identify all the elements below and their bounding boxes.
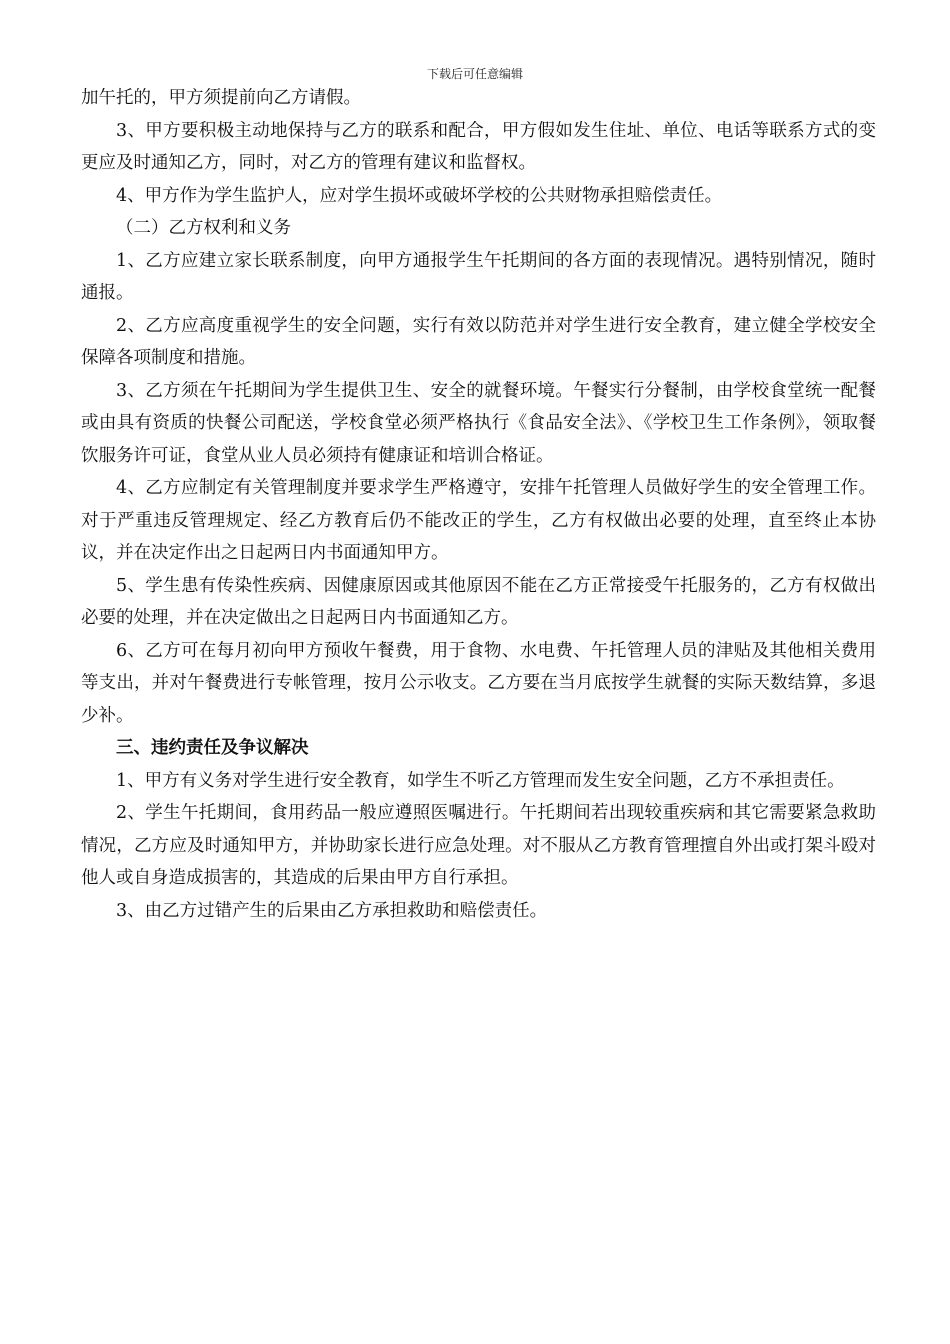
- paragraph-continuation: 加午托的，甲方须提前向乙方请假。: [81, 88, 361, 108]
- paragraph-party-b-item-3: 3、乙方须在午托期间为学生提供卫生、安全的就餐环境。午餐实行分餐制，由学校食堂统一配餐或由具有资质的快餐公司配送，学校食堂必须严格执行《食品安全法》、《学校卫生工作条例》，领取餐饮服务许可证，食堂从业人员必须持有健康证和培训合格证。: [81, 380, 876, 466]
- document-body: [81, 82, 876, 927]
- paragraph-party-b-item-6: 6、乙方可在每月初向甲方预收午餐费，用于食物、水电费、午托管理人员的津贴及其他相关费用等支出，并对午餐费进行专帐管理，按月公示收支。乙方要在当月底按学生就餐的实际天数结算，多退少补。: [81, 640, 876, 726]
- paragraph-party-a-item-3: 3、甲方要积极主动地保持与乙方的联系和配合，甲方假如发生住址、单位、电话等联系方式的变更应及时通知乙方，同时，对乙方的管理有建议和监督权。: [81, 120, 876, 173]
- paragraph-liability-item-2: 2、学生午托期间，食用药品一般应遵照医嘱进行。午托期间若出现较重疾病和其它需要紧急救助情况，乙方应及时通知甲方，并协助家长进行应急处理。对不服从乙方教育管理擅自外出或打架斗殴对他人或自身造成损害的，其造成的后果由甲方自行承担。: [81, 803, 876, 888]
- section-heading-party-b-rights: （二）乙方权利和义务: [116, 218, 291, 238]
- paragraph-party-a-item-4: 4、甲方作为学生监护人，应对学生损坏或破坏学校的公共财物承担赔偿责任。: [116, 185, 723, 206]
- section-heading-breach-liability: 三、违约责任及争议解决: [116, 738, 309, 758]
- paragraph-party-b-item-5: 5、学生患有传染性疾病、因健康原因或其他原因不能在乙方正常接受午托服务的，乙方有权做出必要的处理，并在决定做出之日起两日内书面通知乙方。: [81, 575, 876, 628]
- paragraph-party-b-item-1: 1、乙方应建立家长联系制度，向甲方通报学生午托期间的各方面的表现情况。遇特别情况，随时通报。: [81, 250, 876, 303]
- paragraph-liability-item-3: 3、由乙方过错产生的后果由乙方承担救助和赔偿责任。: [116, 900, 548, 921]
- paragraph-party-b-item-4: 4、乙方应制定有关管理制度并要求学生严格遵守，安排午托管理人员做好学生的安全管理工作。对于严重违反管理规定、经乙方教育后仍不能改正的学生，乙方有权做出必要的处理，直至终止本协议，并在决定作出之日起两日内书面通知甲方。: [81, 478, 876, 563]
- paragraph-liability-item-1: 1、甲方有义务对学生进行安全教育，如学生不听乙方管理而发生安全问题，乙方不承担责任。: [116, 770, 845, 791]
- paragraph-party-b-item-2: 2、乙方应高度重视学生的安全问题，实行有效以防范并对学生进行安全教育，建立健全学校安全保障各项制度和措施。: [81, 315, 876, 368]
- page-header-note: 下载后可任意编辑: [426, 67, 523, 81]
